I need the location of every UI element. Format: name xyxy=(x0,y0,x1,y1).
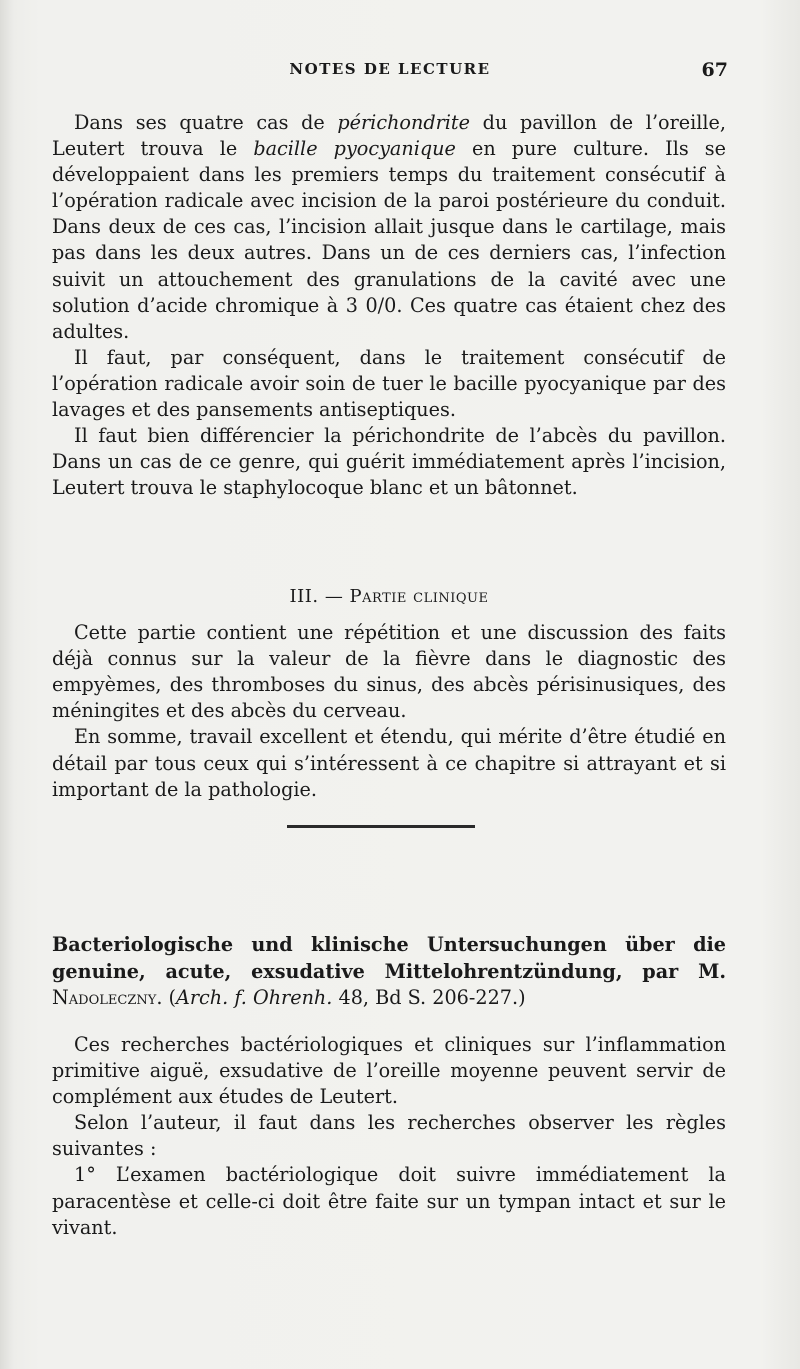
text-block-nadoleczny-review xyxy=(52,1032,726,1241)
paragraph: 1° L’examen bactériologique doit suivre immédiatement la paracentèse et celle-ci doit être faite sur un tympan intact et sur le vivant. xyxy=(52,1163,726,1239)
paragraph: Il faut bien différencier la périchondrite de l’abcès du pavillon. Dans un cas de ce genre, qui guérit immédiatement après l’incision, Leutert trouva le staphylocoque blanc et un bâtonnet. xyxy=(52,424,726,500)
running-title: NOTES DE LECTURE xyxy=(289,60,491,78)
section-number: III. — xyxy=(289,586,350,607)
italic-term: bacille pyocyanique xyxy=(253,137,456,161)
section-separator-rule xyxy=(287,825,475,828)
article-title: Bacteriologische und klinische Untersuchungen über die genuine, acute, exsudative Mittelohrentzündung, par M. xyxy=(52,933,726,983)
running-head xyxy=(52,60,728,84)
section-heading xyxy=(52,584,726,610)
reference-open: . ( xyxy=(156,986,177,1009)
paragraph: Ces recherches bactériologiques et cliniques sur l’inflammation primitive aiguë, exsudative de l’oreille moyenne peuvent servir de complément aux études de Leutert. xyxy=(52,1033,726,1109)
article-author: Nadoleczny xyxy=(52,986,157,1009)
paragraph: Cette partie contient une répétition et une discussion des faits déjà connus sur la valeur de la fièvre dans le diagnostic des empyèmes, des thromboses du sinus, des abcès périsinusiques, des méningites et des abcès du cerveau. xyxy=(52,621,726,723)
paragraph: Selon l’auteur, il faut dans les recherches observer les règles suivantes : xyxy=(52,1111,726,1161)
section-title: Partie clinique xyxy=(349,586,489,607)
text-block-clinical-part xyxy=(52,576,726,803)
article-reference xyxy=(52,932,726,1012)
paragraph: Dans ses quatre cas de périchondrite du pavillon de l’oreille, Leutert trouva le bacille pyocyanique en pure culture. Ils se développaient dans les premiers temps du traitement consécutif à l’opération radicale avec incision de la paroi postérieure du conduit. Dans deux de ces cas, l’incision allait jusque dans le cartilage, mais pas dans les deux autres. Dans un de ces derniers cas, l’infection suivit un attouchement des granulations de la cavité avec une solution d’acide chromique à 3 0/0. Ces quatre cas étaient chez des adultes. xyxy=(52,111,727,343)
journal-name: Arch. f. Ohrenh. xyxy=(176,986,333,1009)
text-block-perichondritis xyxy=(52,110,726,501)
page-number: 67 xyxy=(701,59,728,81)
reference-details: 48, Bd S. 206-227.) xyxy=(332,986,526,1009)
paragraph: En somme, travail excellent et étendu, qui mérite d’être étudié en détail par tous ceux qui s’intéressent à ce chapitre si attrayant et si important de la pathologie. xyxy=(52,725,726,801)
paragraph: Il faut, par conséquent, dans le traitement consécutif de l’opération radicale avoir soin de tuer le bacille pyocyanique par des lavages et des pansements antiseptiques. xyxy=(52,345,726,422)
italic-term: périchondrite xyxy=(337,111,470,134)
